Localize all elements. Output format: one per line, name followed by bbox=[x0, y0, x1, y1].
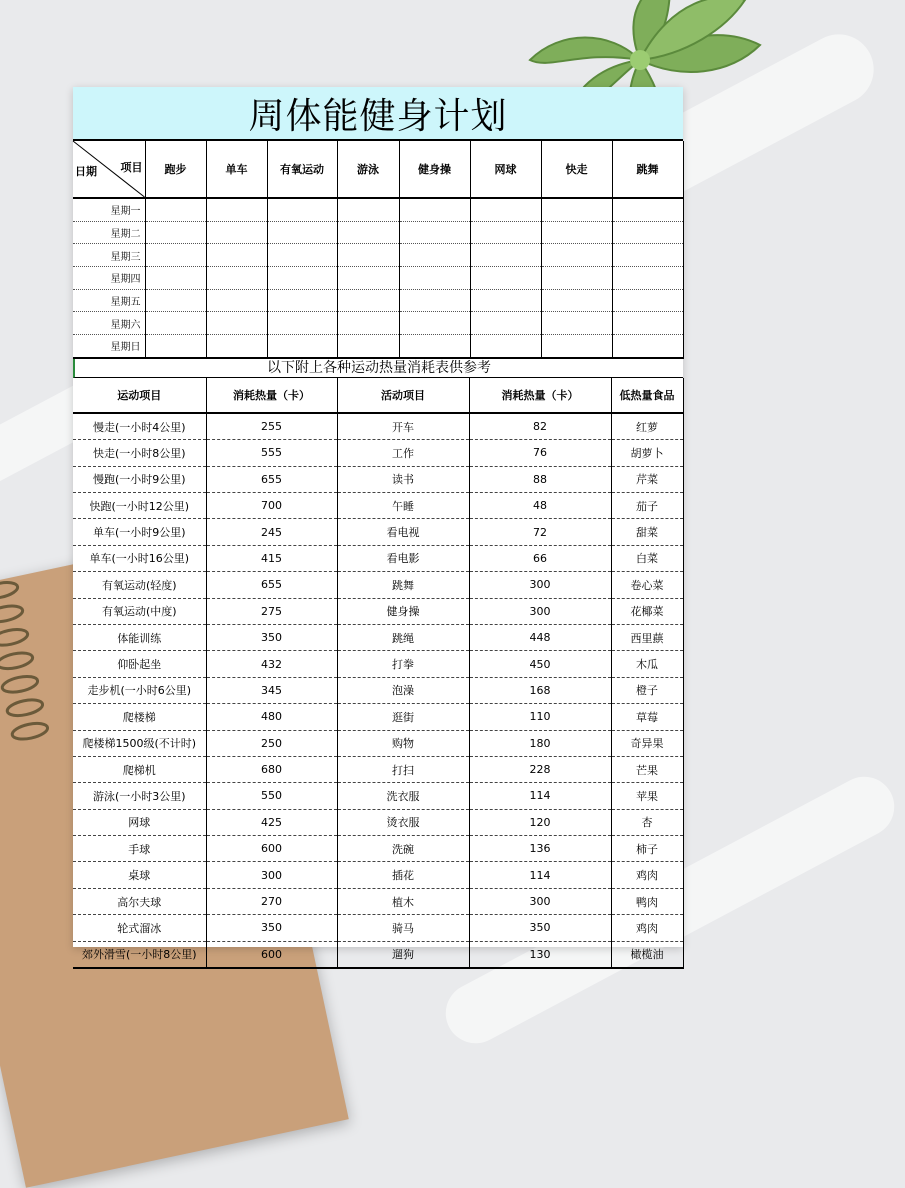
plan-cell[interactable] bbox=[145, 267, 206, 290]
low-calorie-food: 柿子 bbox=[611, 836, 683, 862]
activity-calories: 228 bbox=[469, 756, 611, 782]
day-label: 星期六 bbox=[73, 312, 145, 335]
activity-calories: 136 bbox=[469, 836, 611, 862]
plan-cell[interactable] bbox=[541, 335, 612, 358]
plan-cell[interactable] bbox=[399, 244, 470, 267]
plan-cell[interactable] bbox=[612, 244, 683, 267]
plan-cell[interactable] bbox=[267, 289, 337, 312]
activity-name: 健身操 bbox=[337, 598, 469, 624]
plan-cell[interactable] bbox=[206, 335, 267, 358]
activity-calories: 300 bbox=[469, 888, 611, 914]
low-calorie-food: 甜菜 bbox=[611, 519, 683, 545]
activity-name: 跳绳 bbox=[337, 624, 469, 650]
activity-calories: 450 bbox=[469, 651, 611, 677]
calorie-row bbox=[73, 704, 683, 730]
calorie-row bbox=[73, 783, 683, 809]
activity-calories: 180 bbox=[469, 730, 611, 756]
plan-cell[interactable] bbox=[541, 221, 612, 244]
plan-column-header: 跳舞 bbox=[612, 141, 683, 198]
plan-cell[interactable] bbox=[470, 289, 541, 312]
plan-cell[interactable] bbox=[267, 198, 337, 221]
exercise-name: 慢跑(一小时9公里) bbox=[73, 466, 206, 492]
exercise-name: 网球 bbox=[73, 809, 206, 835]
plan-cell[interactable] bbox=[612, 289, 683, 312]
plan-cell[interactable] bbox=[145, 335, 206, 358]
plan-cell[interactable] bbox=[145, 221, 206, 244]
activity-calories: 76 bbox=[469, 440, 611, 466]
exercise-name: 手球 bbox=[73, 836, 206, 862]
low-calorie-food: 胡萝卜 bbox=[611, 440, 683, 466]
activity-calories: 448 bbox=[469, 624, 611, 650]
plan-day-row bbox=[73, 267, 683, 290]
low-calorie-food: 茄子 bbox=[611, 492, 683, 518]
calorie-row bbox=[73, 440, 683, 466]
activity-name: 插花 bbox=[337, 862, 469, 888]
calorie-row bbox=[73, 809, 683, 835]
plan-day-row bbox=[73, 289, 683, 312]
exercise-name: 爬楼梯 bbox=[73, 704, 206, 730]
exercise-calories: 245 bbox=[206, 519, 337, 545]
low-calorie-food: 鸭肉 bbox=[611, 888, 683, 914]
calorie-row bbox=[73, 651, 683, 677]
exercise-calories: 480 bbox=[206, 704, 337, 730]
plan-day-row bbox=[73, 221, 683, 244]
plan-day-row bbox=[73, 244, 683, 267]
activity-name: 打扫 bbox=[337, 756, 469, 782]
day-label: 星期四 bbox=[73, 267, 145, 290]
plan-cell[interactable] bbox=[267, 312, 337, 335]
plan-cell[interactable] bbox=[267, 221, 337, 244]
page-title: 周体能健身计划 bbox=[73, 87, 683, 141]
exercise-calories: 300 bbox=[206, 862, 337, 888]
exercise-calories: 255 bbox=[206, 413, 337, 440]
corner-item-label: 项目 bbox=[120, 161, 143, 174]
activity-name: 打拳 bbox=[337, 651, 469, 677]
exercise-calories: 680 bbox=[206, 756, 337, 782]
exercise-name: 轮式溜冰 bbox=[73, 915, 206, 941]
plan-cell[interactable] bbox=[145, 289, 206, 312]
activity-calories: 82 bbox=[469, 413, 611, 440]
plan-cell[interactable] bbox=[337, 267, 399, 290]
activity-name: 骑马 bbox=[337, 915, 469, 941]
exercise-calories: 415 bbox=[206, 545, 337, 571]
activity-name: 看电影 bbox=[337, 545, 469, 571]
plan-cell[interactable] bbox=[145, 198, 206, 221]
activity-name: 洗碗 bbox=[337, 836, 469, 862]
low-calorie-food: 红萝 bbox=[611, 413, 683, 440]
day-label: 星期日 bbox=[73, 335, 145, 358]
activity-calories: 114 bbox=[469, 783, 611, 809]
day-label: 星期一 bbox=[73, 198, 145, 221]
activity-name: 午睡 bbox=[337, 492, 469, 518]
calorie-row bbox=[73, 915, 683, 941]
low-calorie-food: 西里蕻 bbox=[611, 624, 683, 650]
plan-cell[interactable] bbox=[470, 198, 541, 221]
plan-cell[interactable] bbox=[399, 289, 470, 312]
plan-cell[interactable] bbox=[206, 289, 267, 312]
plan-cell[interactable] bbox=[337, 198, 399, 221]
plan-column-header: 网球 bbox=[470, 141, 541, 198]
calorie-row bbox=[73, 519, 683, 545]
exercise-name: 仰卧起坐 bbox=[73, 651, 206, 677]
plan-cell[interactable] bbox=[206, 244, 267, 267]
plan-cell[interactable] bbox=[145, 244, 206, 267]
exercise-calories: 250 bbox=[206, 730, 337, 756]
plan-cell[interactable] bbox=[337, 289, 399, 312]
calorie-table bbox=[73, 378, 684, 969]
calorie-column-header: 运动项目 bbox=[73, 378, 206, 413]
low-calorie-food: 白菜 bbox=[611, 545, 683, 571]
activity-calories: 114 bbox=[469, 862, 611, 888]
activity-name: 开车 bbox=[337, 413, 469, 440]
calorie-row bbox=[73, 598, 683, 624]
exercise-calories: 555 bbox=[206, 440, 337, 466]
plan-corner-header bbox=[73, 141, 145, 198]
activity-calories: 88 bbox=[469, 466, 611, 492]
exercise-calories: 425 bbox=[206, 809, 337, 835]
calorie-column-header: 消耗热量（卡） bbox=[469, 378, 611, 413]
plan-cell[interactable] bbox=[470, 244, 541, 267]
plan-cell[interactable] bbox=[337, 335, 399, 358]
activity-calories: 350 bbox=[469, 915, 611, 941]
activity-name: 洗衣服 bbox=[337, 783, 469, 809]
exercise-calories: 655 bbox=[206, 466, 337, 492]
low-calorie-food: 鸡肉 bbox=[611, 862, 683, 888]
exercise-calories: 655 bbox=[206, 572, 337, 598]
low-calorie-food: 草莓 bbox=[611, 704, 683, 730]
exercise-name: 走步机(一小时6公里) bbox=[73, 677, 206, 703]
exercise-name: 高尔夫球 bbox=[73, 888, 206, 914]
plan-day-row bbox=[73, 198, 683, 221]
calorie-column-header: 低热量食品 bbox=[611, 378, 683, 413]
activity-calories: 110 bbox=[469, 704, 611, 730]
calorie-row bbox=[73, 756, 683, 782]
plan-cell[interactable] bbox=[612, 312, 683, 335]
calorie-row bbox=[73, 624, 683, 650]
corner-date-label: 日期 bbox=[75, 165, 97, 178]
low-calorie-food: 花椰菜 bbox=[611, 598, 683, 624]
calorie-column-header: 消耗热量（卡） bbox=[206, 378, 337, 413]
plan-cell[interactable] bbox=[337, 221, 399, 244]
exercise-name: 慢走(一小时4公里) bbox=[73, 413, 206, 440]
exercise-name: 快走(一小时8公里) bbox=[73, 440, 206, 466]
plan-column-header: 健身操 bbox=[399, 141, 470, 198]
activity-calories: 168 bbox=[469, 677, 611, 703]
plan-cell[interactable] bbox=[470, 221, 541, 244]
low-calorie-food: 橄榄油 bbox=[611, 941, 683, 968]
exercise-name: 爬梯机 bbox=[73, 756, 206, 782]
weekly-plan-table bbox=[73, 141, 684, 359]
activity-name: 跳舞 bbox=[337, 572, 469, 598]
plan-cell[interactable] bbox=[470, 335, 541, 358]
exercise-calories: 550 bbox=[206, 783, 337, 809]
low-calorie-food: 苹果 bbox=[611, 783, 683, 809]
calorie-row bbox=[73, 545, 683, 571]
calorie-row bbox=[73, 492, 683, 518]
calorie-row bbox=[73, 730, 683, 756]
calorie-row bbox=[73, 836, 683, 862]
calorie-row bbox=[73, 413, 683, 440]
plan-column-header: 单车 bbox=[206, 141, 267, 198]
activity-name: 泡澡 bbox=[337, 677, 469, 703]
plan-cell[interactable] bbox=[612, 267, 683, 290]
plan-column-header: 快走 bbox=[541, 141, 612, 198]
exercise-name: 有氧运动(轻度) bbox=[73, 572, 206, 598]
low-calorie-food: 卷心菜 bbox=[611, 572, 683, 598]
plan-cell[interactable] bbox=[612, 221, 683, 244]
plan-cell[interactable] bbox=[267, 335, 337, 358]
fitness-plan-sheet bbox=[73, 87, 683, 962]
exercise-calories: 345 bbox=[206, 677, 337, 703]
exercise-name: 爬楼梯1500级(不计时) bbox=[73, 730, 206, 756]
plan-cell[interactable] bbox=[541, 312, 612, 335]
calorie-row bbox=[73, 677, 683, 703]
plan-cell[interactable] bbox=[541, 267, 612, 290]
calorie-row bbox=[73, 888, 683, 914]
exercise-name: 桌球 bbox=[73, 862, 206, 888]
plan-cell[interactable] bbox=[206, 198, 267, 221]
plan-cell[interactable] bbox=[399, 267, 470, 290]
exercise-calories: 700 bbox=[206, 492, 337, 518]
plan-day-row bbox=[73, 335, 683, 358]
exercise-name: 快跑(一小时12公里) bbox=[73, 492, 206, 518]
low-calorie-food: 芹菜 bbox=[611, 466, 683, 492]
activity-calories: 300 bbox=[469, 598, 611, 624]
exercise-name: 游泳(一小时3公里) bbox=[73, 783, 206, 809]
calorie-row bbox=[73, 466, 683, 492]
calorie-row bbox=[73, 572, 683, 598]
exercise-calories: 350 bbox=[206, 915, 337, 941]
calorie-row bbox=[73, 862, 683, 888]
exercise-calories: 275 bbox=[206, 598, 337, 624]
plan-cell[interactable] bbox=[612, 335, 683, 358]
activity-name: 植木 bbox=[337, 888, 469, 914]
activity-name: 烫衣服 bbox=[337, 809, 469, 835]
plan-column-header: 有氧运动 bbox=[267, 141, 337, 198]
activity-name: 工作 bbox=[337, 440, 469, 466]
plan-cell[interactable] bbox=[206, 267, 267, 290]
low-calorie-food: 橙子 bbox=[611, 677, 683, 703]
reference-note: 以下附上各种运动热量消耗表供参考 bbox=[73, 359, 683, 378]
plan-cell[interactable] bbox=[470, 312, 541, 335]
plan-cell[interactable] bbox=[206, 312, 267, 335]
plan-cell[interactable] bbox=[399, 198, 470, 221]
activity-name: 读书 bbox=[337, 466, 469, 492]
plan-column-header: 游泳 bbox=[337, 141, 399, 198]
activity-calories: 66 bbox=[469, 545, 611, 571]
plan-cell[interactable] bbox=[541, 244, 612, 267]
exercise-calories: 600 bbox=[206, 941, 337, 968]
low-calorie-food: 奇异果 bbox=[611, 730, 683, 756]
plan-day-row bbox=[73, 312, 683, 335]
exercise-name: 体能训练 bbox=[73, 624, 206, 650]
exercise-name: 郊外滑雪(一小时8公里) bbox=[73, 941, 206, 968]
exercise-calories: 600 bbox=[206, 836, 337, 862]
low-calorie-food: 芒果 bbox=[611, 756, 683, 782]
plan-cell[interactable] bbox=[145, 312, 206, 335]
day-label: 星期三 bbox=[73, 244, 145, 267]
plan-cell[interactable] bbox=[206, 221, 267, 244]
activity-calories: 300 bbox=[469, 572, 611, 598]
activity-name: 购物 bbox=[337, 730, 469, 756]
exercise-calories: 432 bbox=[206, 651, 337, 677]
exercise-name: 单车(一小时16公里) bbox=[73, 545, 206, 571]
activity-name: 逛街 bbox=[337, 704, 469, 730]
plan-cell[interactable] bbox=[541, 289, 612, 312]
plan-cell[interactable] bbox=[470, 267, 541, 290]
plan-cell[interactable] bbox=[399, 312, 470, 335]
exercise-name: 单车(一小时9公里) bbox=[73, 519, 206, 545]
activity-calories: 72 bbox=[469, 519, 611, 545]
plan-cell[interactable] bbox=[267, 267, 337, 290]
low-calorie-food: 木瓜 bbox=[611, 651, 683, 677]
exercise-calories: 270 bbox=[206, 888, 337, 914]
plan-cell[interactable] bbox=[399, 221, 470, 244]
activity-calories: 120 bbox=[469, 809, 611, 835]
calorie-column-header: 活动项目 bbox=[337, 378, 469, 413]
plan-cell[interactable] bbox=[337, 244, 399, 267]
activity-calories: 48 bbox=[469, 492, 611, 518]
activity-name: 遛狗 bbox=[337, 941, 469, 968]
low-calorie-food: 杏 bbox=[611, 809, 683, 835]
activity-calories: 130 bbox=[469, 941, 611, 968]
low-calorie-food: 鸡肉 bbox=[611, 915, 683, 941]
day-label: 星期二 bbox=[73, 221, 145, 244]
plan-cell[interactable] bbox=[267, 244, 337, 267]
exercise-calories: 350 bbox=[206, 624, 337, 650]
activity-name: 看电视 bbox=[337, 519, 469, 545]
plan-cell[interactable] bbox=[612, 198, 683, 221]
plan-column-header: 跑步 bbox=[145, 141, 206, 198]
calorie-row bbox=[73, 941, 683, 968]
plan-cell[interactable] bbox=[337, 312, 399, 335]
plan-cell[interactable] bbox=[399, 335, 470, 358]
plan-cell[interactable] bbox=[541, 198, 612, 221]
exercise-name: 有氧运动(中度) bbox=[73, 598, 206, 624]
day-label: 星期五 bbox=[73, 289, 145, 312]
